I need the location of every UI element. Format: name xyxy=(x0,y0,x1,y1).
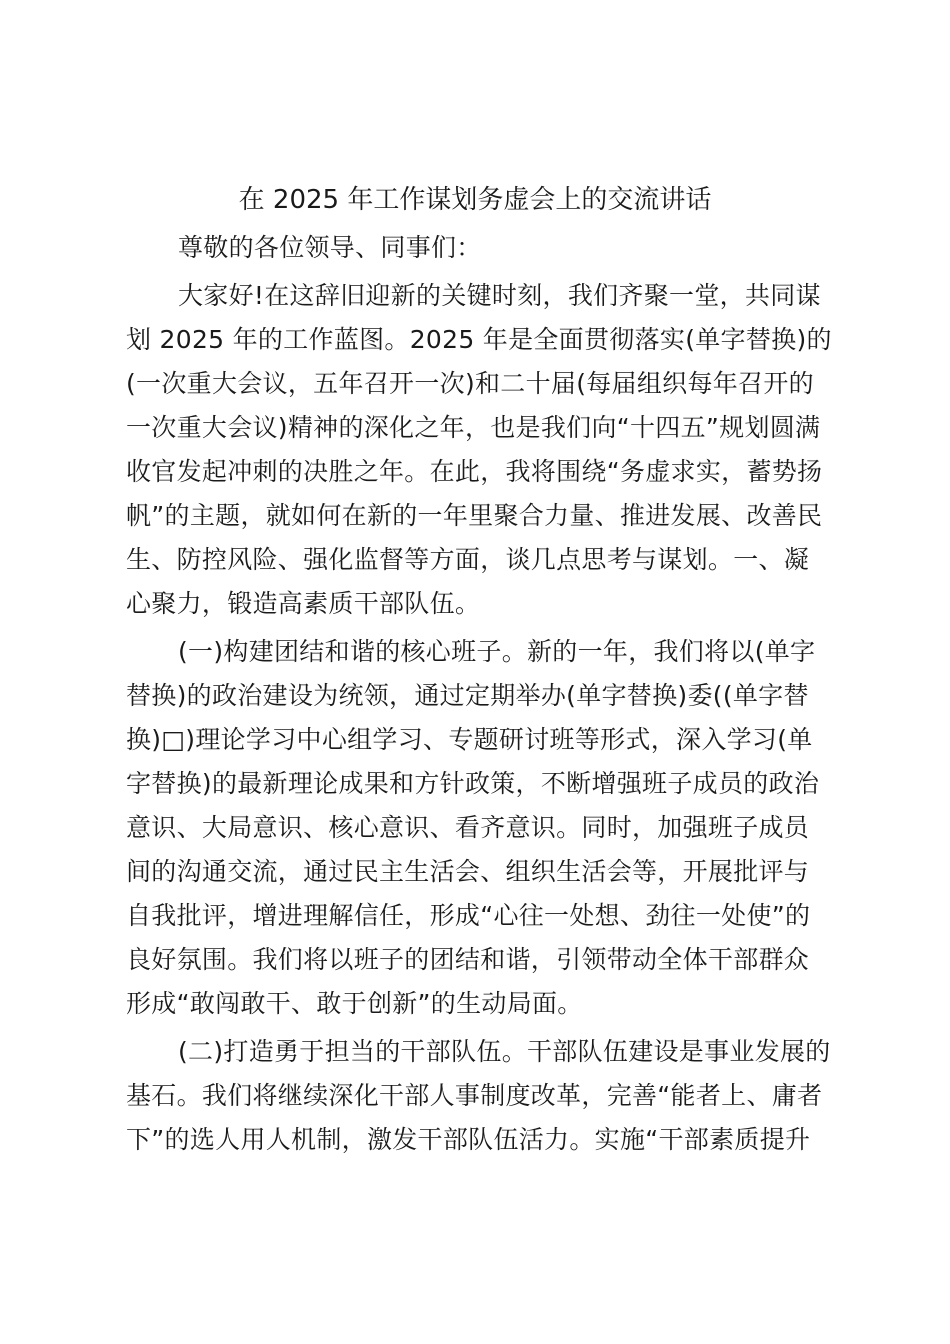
paragraph-line: 生、防控风险、强化监督等方面，谈几点思考与谋划。一、凝 xyxy=(126,545,810,574)
paragraph-line: 间的沟通交流，通过民主生活会、组织生活会等，开展批评与 xyxy=(126,857,810,886)
paragraph-line: 替换)的政治建设为统领，通过定期举办(单字替换)委((单字替 xyxy=(126,681,809,710)
paragraph-line: 字替换)的最新理论成果和方针政策，不断增强班子成员的政治 xyxy=(126,769,820,798)
paragraph-line: (一)构建团结和谐的核心班子。新的一年，我们将以(单字 xyxy=(178,637,816,666)
document-title: 在 2025 年工作谋划务虚会上的交流讲话 xyxy=(238,185,712,215)
document-body xyxy=(126,226,832,1162)
paragraph-line: 意识、大局意识、核心意识、看齐意识。同时，加强班子成员 xyxy=(126,813,810,842)
paragraph-line: 形成“敢闯敢干、敢于创新”的生动局面。 xyxy=(126,989,583,1018)
paragraph-line: 收官发起冲刺的决胜之年。在此，我将围绕“务虚求实，蓄势扬 xyxy=(126,457,823,486)
paragraph-line: 大家好!在这辞旧迎新的关键时刻，我们齐聚一堂，共同谋 xyxy=(178,281,821,310)
paragraph-line: 划 2025 年的工作蓝图。2025 年是全面贯彻落实(单字替换)的 xyxy=(126,325,832,354)
paragraph-line: 自我批评，增进理解信任，形成“心往一处想、劲往一处使”的 xyxy=(126,901,811,930)
salutation-line: 尊敬的各位领导、同事们： xyxy=(178,233,482,262)
paragraph-line: 心聚力，锻造高素质干部队伍。 xyxy=(126,589,481,618)
paragraph-line: 基石。我们将继续深化干部人事制度改革，完善“能者上、庸者 xyxy=(126,1081,823,1110)
paragraph-line: (二)打造勇于担当的干部队伍。干部队伍建设是事业发展的 xyxy=(178,1037,831,1066)
paragraph-line: 下”的选人用人机制，激发干部队伍活力。实施“干部素质提升 xyxy=(126,1125,811,1154)
paragraph-line: 良好氛围。我们将以班子的团结和谐，引领带动全体干部群众 xyxy=(126,945,810,974)
paragraph-line: 换)□)理论学习中心组学习、专题研讨班等形式，深入学习(单 xyxy=(126,725,813,754)
paragraph-line: (一次重大会议，五年召开一次)和二十届(每届组织每年召开的 xyxy=(126,369,814,398)
paragraph-line: 一次重大会议)精神的深化之年，也是我们向“十四五”规划圆满 xyxy=(126,413,821,442)
paragraph-line: 帆”的主题，就如何在新的一年里聚合力量、推进发展、改善民 xyxy=(126,501,823,530)
